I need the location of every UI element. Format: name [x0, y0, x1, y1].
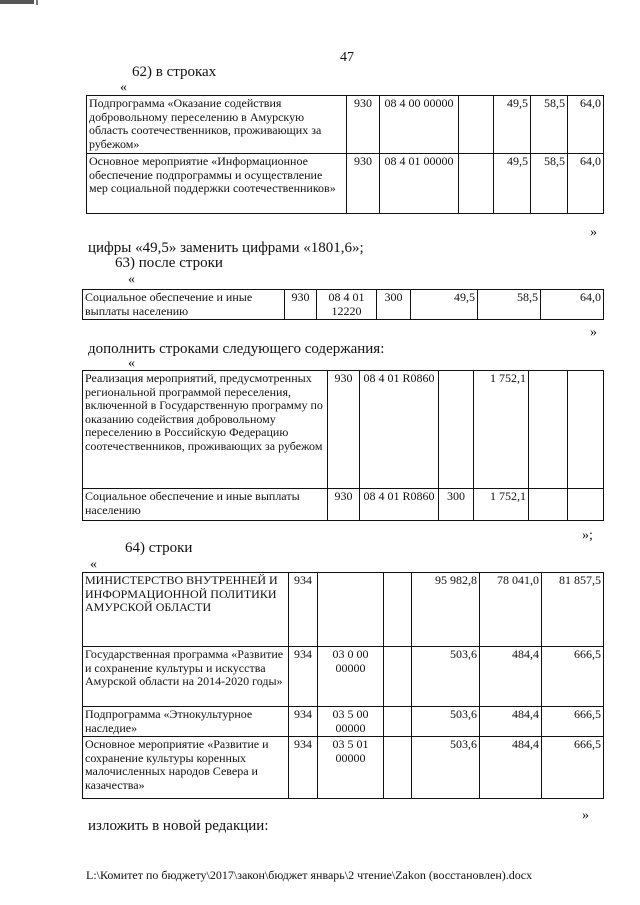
budget-code: 08 4 01 12220	[317, 290, 377, 320]
table-s63-new	[82, 370, 604, 521]
table-s64	[82, 572, 604, 799]
expense-type: 300	[377, 290, 411, 320]
org-code: 934	[289, 647, 318, 707]
row-name: Социальное обеспечение и иные выплаты населению	[83, 489, 328, 521]
value-2018: 58,5	[478, 290, 541, 320]
expense-type	[384, 707, 412, 737]
row-name: Подпрограмма «Оказание содействия добровольному переселению в Амурскую область соотечественников, проживающих за рубежом»	[87, 96, 347, 154]
row-name: Основное мероприятие «Информационное обеспечение подпрограммы и осуществление мер социальной поддержки соотечественников»	[87, 154, 347, 214]
value-2017: 95 982,8	[412, 573, 480, 647]
value-2018: 484,4	[480, 647, 542, 707]
org-code: 934	[289, 737, 318, 799]
expense-type	[439, 371, 474, 489]
value-2018: 484,4	[480, 737, 542, 799]
expense-type	[384, 737, 412, 799]
value-2018: 58,5	[531, 154, 568, 214]
org-code: 930	[285, 290, 317, 320]
value-2019	[568, 371, 604, 489]
value-2018: 78 041,0	[480, 573, 542, 647]
expense-type	[384, 573, 412, 647]
value-2019	[568, 489, 604, 521]
table-row	[83, 489, 604, 521]
expense-type	[459, 96, 494, 154]
expense-type: 300	[439, 489, 474, 521]
table-row	[83, 737, 604, 799]
value-2019: 81 857,5	[542, 573, 604, 647]
open-quote: «	[90, 557, 97, 572]
open-quote: «	[128, 356, 135, 371]
budget-code	[318, 573, 384, 647]
value-2017: 1 752,1	[474, 489, 529, 521]
table-s62	[86, 95, 604, 214]
budget-code: 08 4 01 R0860	[360, 489, 439, 521]
value-2018	[529, 489, 568, 521]
expense-type	[459, 154, 494, 214]
close-quote: »	[590, 225, 597, 240]
value-2018: 58,5	[531, 96, 568, 154]
org-code: 930	[328, 371, 360, 489]
budget-code: 08 4 00 00000	[380, 96, 459, 154]
close-quote: »;	[582, 528, 593, 543]
value-2017: 1 752,1	[474, 371, 529, 489]
value-2017: 503,6	[412, 647, 480, 707]
table-row	[83, 707, 604, 737]
value-2017: 503,6	[412, 707, 480, 737]
value-2018: 484,4	[480, 707, 542, 737]
value-2017: 49,5	[494, 154, 531, 214]
open-quote: «	[128, 272, 135, 287]
budget-code: 03 5 01 00000	[318, 737, 384, 799]
value-2019: 64,0	[541, 290, 604, 320]
table-row	[83, 290, 604, 320]
table-row	[83, 573, 604, 647]
budget-code: 08 4 01 R0860	[360, 371, 439, 489]
row-name: Основное мероприятие «Развитие и сохранение культуры коренных малочисленных народов Севера и казачества»	[83, 737, 289, 799]
row-name: Социальное обеспечение и иные выплаты населению	[83, 290, 285, 320]
section-63-instruction: дополнить строками следующего содержания:	[88, 341, 385, 357]
value-2017: 49,5	[411, 290, 478, 320]
section-64-heading: 64) строки	[125, 540, 193, 556]
table-row	[83, 371, 604, 489]
section-64-instruction: изложить в новой редакции:	[88, 818, 269, 834]
org-code: 930	[328, 489, 360, 521]
value-2018	[529, 371, 568, 489]
value-2019: 64,0	[568, 154, 604, 214]
footer-file-path: L:\Комитет по бюджету\2017\закон\бюджет январь\2 чтение\Zakon (восстановлен).docx	[86, 868, 533, 882]
value-2019: 666,5	[542, 647, 604, 707]
close-quote: »	[582, 808, 589, 823]
budget-code: 03 5 00 00000	[318, 707, 384, 737]
org-code: 934	[289, 573, 318, 647]
page-number: 47	[340, 50, 354, 65]
scan-edge-mark	[0, 0, 34, 4]
row-name: Государственная программа «Развитие и сохранение культуры и искусства Амурской области на 2014-2020 годы»	[83, 647, 289, 707]
section-62-instruction: цифры «49,5» заменить цифрами «1801,6»;	[88, 240, 364, 256]
value-2019: 666,5	[542, 737, 604, 799]
budget-code: 03 0 00 00000	[318, 647, 384, 707]
section-63-heading: 63) после строки	[115, 255, 223, 271]
org-code: 930	[347, 96, 380, 154]
value-2017: 49,5	[494, 96, 531, 154]
section-62-heading: 62) в строках	[132, 64, 217, 80]
scan-edge-mark	[36, 0, 38, 5]
value-2019: 666,5	[542, 707, 604, 737]
open-quote: «	[120, 80, 127, 95]
table-s63-row	[82, 289, 604, 320]
row-name: Подпрограмма «Этнокультурное наследие»	[83, 707, 289, 737]
budget-code: 08 4 01 00000	[380, 154, 459, 214]
table-row	[83, 647, 604, 707]
value-2017: 503,6	[412, 737, 480, 799]
org-code: 934	[289, 707, 318, 737]
org-code: 930	[347, 154, 380, 214]
table-row	[87, 96, 604, 154]
value-2019: 64,0	[568, 96, 604, 154]
row-name: МИНИСТЕРСТВО ВНУТРЕННЕЙ И ИНФОРМАЦИОННОЙ ПОЛИТИКИ АМУРСКОЙ ОБЛАСТИ	[83, 573, 289, 647]
expense-type	[384, 647, 412, 707]
table-row	[87, 154, 604, 214]
close-quote: »	[590, 325, 597, 340]
row-name: Реализация мероприятий, предусмотренных региональной программой переселения, включенной в Государственную программу по оказанию содействия добровольному переселению в Российскую Федерацию соотечественников, проживающих за рубежом	[83, 371, 328, 489]
